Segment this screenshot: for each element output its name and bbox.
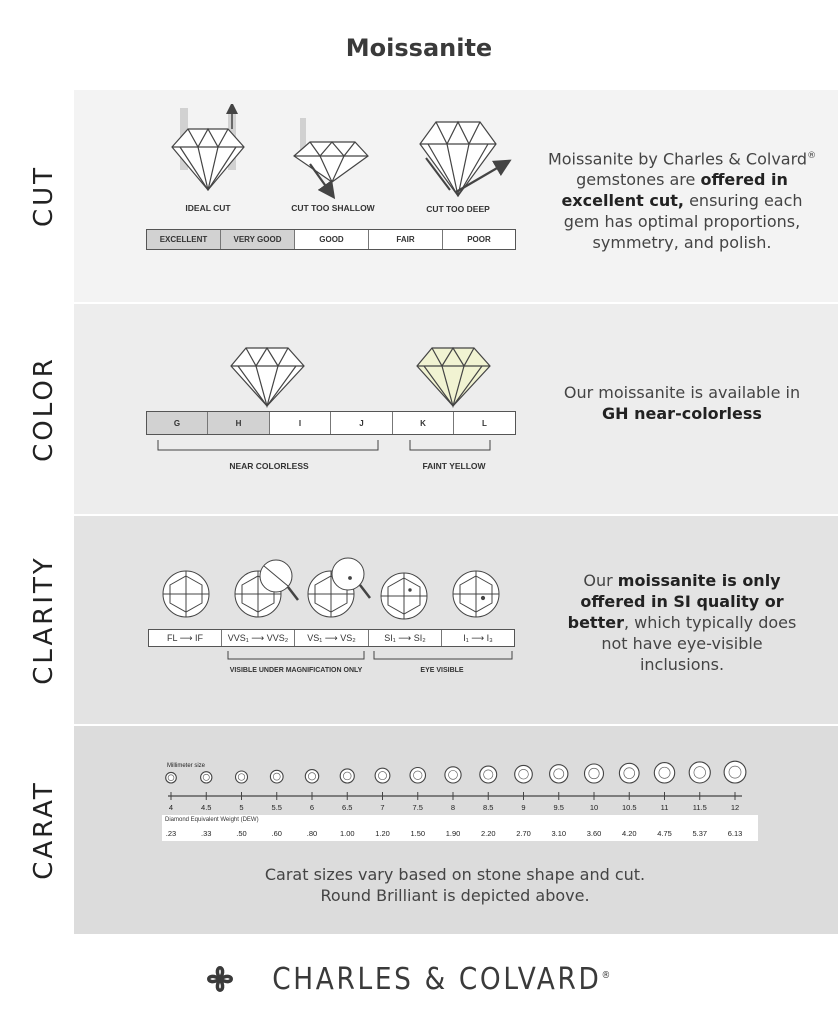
si-gem-icon (381, 573, 427, 619)
dew-value: .33 (201, 829, 212, 838)
round-stone-icon (305, 770, 318, 783)
included-gem-icon (453, 571, 499, 617)
carat-stone-markers (166, 761, 746, 783)
color-grade-j: J (331, 412, 393, 434)
eye-visible-caption: EYE VISIBLE (420, 667, 464, 674)
clarity-desc-text-2: , which typically does not have eye-visible inclusions. (601, 613, 797, 674)
dew-value: .50 (236, 829, 247, 838)
color-grade-h: H (208, 412, 270, 434)
brand-footer (0, 960, 838, 998)
dew-value: .23 (165, 829, 177, 838)
dew-value: 1.20 (375, 829, 390, 838)
mm-size-label: 6 (309, 803, 315, 812)
mm-size-label: 8 (450, 803, 456, 812)
round-stone-icon (585, 764, 604, 783)
mm-size-label: 12 (730, 803, 740, 812)
mm-size-label: 7.5 (412, 803, 423, 812)
dew-value: 6.13 (727, 829, 743, 838)
mm-size-label: 11.5 (692, 803, 707, 812)
mm-size-label: 7 (380, 803, 385, 812)
color-description (560, 382, 804, 424)
clarity-label-text: CLARITY (29, 555, 59, 685)
flawless-gem-icon (163, 571, 209, 617)
ideal-cut-gem-icon (172, 108, 244, 190)
carat-label-text: CARAT (29, 780, 60, 880)
dew-value: 3.60 (586, 829, 602, 838)
mm-size-label: 5 (239, 803, 244, 812)
round-stone-icon (201, 772, 212, 783)
registered-mark: ® (807, 151, 817, 161)
mm-size-label: 6.5 (342, 803, 353, 812)
mm-size-label: 9 (521, 803, 526, 812)
clarity-label (14, 516, 74, 724)
dew-value: 1.50 (410, 829, 426, 838)
cut-grade-fair: FAIR (369, 230, 443, 249)
mm-size-label: 5.5 (271, 803, 282, 812)
mm-size-label: 10 (589, 803, 599, 812)
round-stone-icon (480, 766, 497, 783)
cut-caption-deep: CUT TOO DEEP (426, 204, 490, 214)
mm-size-label: 9.5 (553, 803, 564, 812)
dew-value: .60 (271, 829, 282, 838)
mm-size-header: Millimeter size (167, 763, 206, 769)
dew-value: 1.90 (445, 829, 461, 838)
clarity-grade-fl-if: FL ⟶ IF (149, 630, 222, 646)
clarity-grade-i: I₁ ⟶ I₃ (463, 632, 493, 643)
carat-desc-line-1: Carat sizes vary based on stone shape and cut. (264, 865, 646, 884)
cut-grade-poor: POOR (467, 235, 491, 244)
clarity-description (566, 570, 798, 675)
faint-yellow-caption: FAINT YELLOW (422, 461, 486, 471)
color-brackets (156, 440, 496, 454)
round-stone-icon (689, 762, 710, 783)
brand-flower-icon (201, 960, 239, 998)
cut-label (14, 90, 74, 302)
cut-caption-shallow: CUT TOO SHALLOW (291, 203, 375, 213)
page-title: Moissanite (345, 34, 493, 62)
cut-grade-scale (146, 229, 516, 250)
mm-size-label: 4 (168, 803, 174, 812)
color-grade-k: K (393, 412, 454, 434)
round-stone-icon (166, 772, 177, 783)
cut-desc-text-1: Moissanite by Charles & Colvard (547, 149, 808, 169)
brand-registered-mark: ® (601, 969, 614, 981)
color-gems-icon (226, 344, 516, 410)
color-grade-i: I (270, 412, 331, 434)
near-colorless-caption: NEAR COLORLESS (229, 461, 309, 471)
brand-name-text: CHARLES & COLVARD (272, 961, 602, 997)
carat-label (14, 726, 74, 934)
dew-value: 4.20 (621, 829, 637, 838)
dew-value: 4.75 (657, 829, 672, 838)
round-stone-icon (445, 767, 461, 783)
round-stone-icon (515, 765, 533, 783)
color-grade-scale (146, 411, 516, 435)
cut-desc-text-3: ensuring each gem has optimal proportions, symmetry, and polish. (563, 191, 803, 253)
shallow-cut-gem-icon (294, 118, 368, 192)
colorless-gem-icon (231, 348, 304, 406)
carat-size-scale (160, 758, 760, 814)
dew-value: 5.37 (692, 829, 708, 838)
round-stone-icon (340, 769, 354, 783)
dew-value: 2.20 (480, 829, 496, 838)
carat-description (190, 864, 720, 906)
deep-cut-gem-icon (420, 122, 504, 196)
color-grade-g: G (147, 412, 208, 434)
carat-desc-line-2: Round Brilliant is depicted above. (320, 886, 590, 905)
dew-value: 2.70 (516, 829, 531, 838)
mm-size-label: 4.5 (201, 803, 212, 812)
clarity-gems-icon (150, 556, 520, 628)
vs-gem-icon (308, 558, 370, 617)
color-label-text: COLOR (29, 356, 59, 462)
color-desc-text: Our moissanite is available in (563, 383, 801, 402)
cut-desc-text-2: gemstones are (576, 170, 701, 190)
color-desc-bold: GH near-colorless (602, 404, 762, 423)
clarity-grade-scale (148, 629, 515, 647)
cut-grade-excellent: EXCELLENT (147, 230, 221, 249)
clarity-grade-vs: VS₁ ⟶ VS₂ (295, 630, 369, 646)
dew-header: Diamond Equivalent Weight (DEW) (165, 817, 259, 823)
cut-diagrams-icon (160, 104, 520, 204)
dew-value: 1.00 (339, 829, 355, 838)
cut-grade-very-good: VERY GOOD (221, 230, 295, 249)
cut-description (546, 146, 818, 253)
mm-size-label: 10.5 (621, 803, 637, 812)
dew-table (162, 815, 758, 841)
cut-label-text: CUT (29, 164, 60, 228)
cut-caption-ideal: IDEAL CUT (185, 203, 231, 213)
brand-name (273, 962, 614, 997)
round-stone-icon (375, 768, 390, 783)
round-stone-icon (724, 761, 746, 783)
color-label (14, 304, 74, 514)
yellow-gem-icon (417, 348, 490, 406)
round-stone-icon (410, 768, 426, 784)
vvs-gem-icon (235, 560, 298, 617)
dew-value: .80 (306, 829, 318, 838)
clarity-grade-vvs: VVS₁ ⟶ VVS₂ (222, 630, 295, 646)
round-stone-icon (550, 765, 568, 783)
color-grade-l: L (482, 418, 487, 428)
clarity-desc-bold: moissanite is only offered in SI quality or better (567, 571, 784, 632)
mm-size-label: 11 (660, 803, 669, 812)
magnification-caption: VISIBLE UNDER MAGNIFICATION ONLY (229, 667, 363, 674)
cut-grade-good: GOOD (295, 230, 369, 249)
mm-size-label: 8.5 (483, 803, 494, 812)
clarity-brackets (226, 651, 516, 663)
round-stone-icon (236, 771, 248, 783)
carat-ticks (169, 792, 739, 812)
cut-desc-bold: offered in excellent cut, (561, 170, 788, 211)
clarity-grade-si: SI₁ ⟶ SI₂ (369, 630, 442, 646)
round-stone-icon (270, 770, 283, 783)
round-stone-icon (619, 763, 639, 783)
clarity-desc-text-1: Our (583, 571, 618, 590)
dew-value: 3.10 (551, 829, 567, 838)
round-stone-icon (654, 763, 674, 783)
